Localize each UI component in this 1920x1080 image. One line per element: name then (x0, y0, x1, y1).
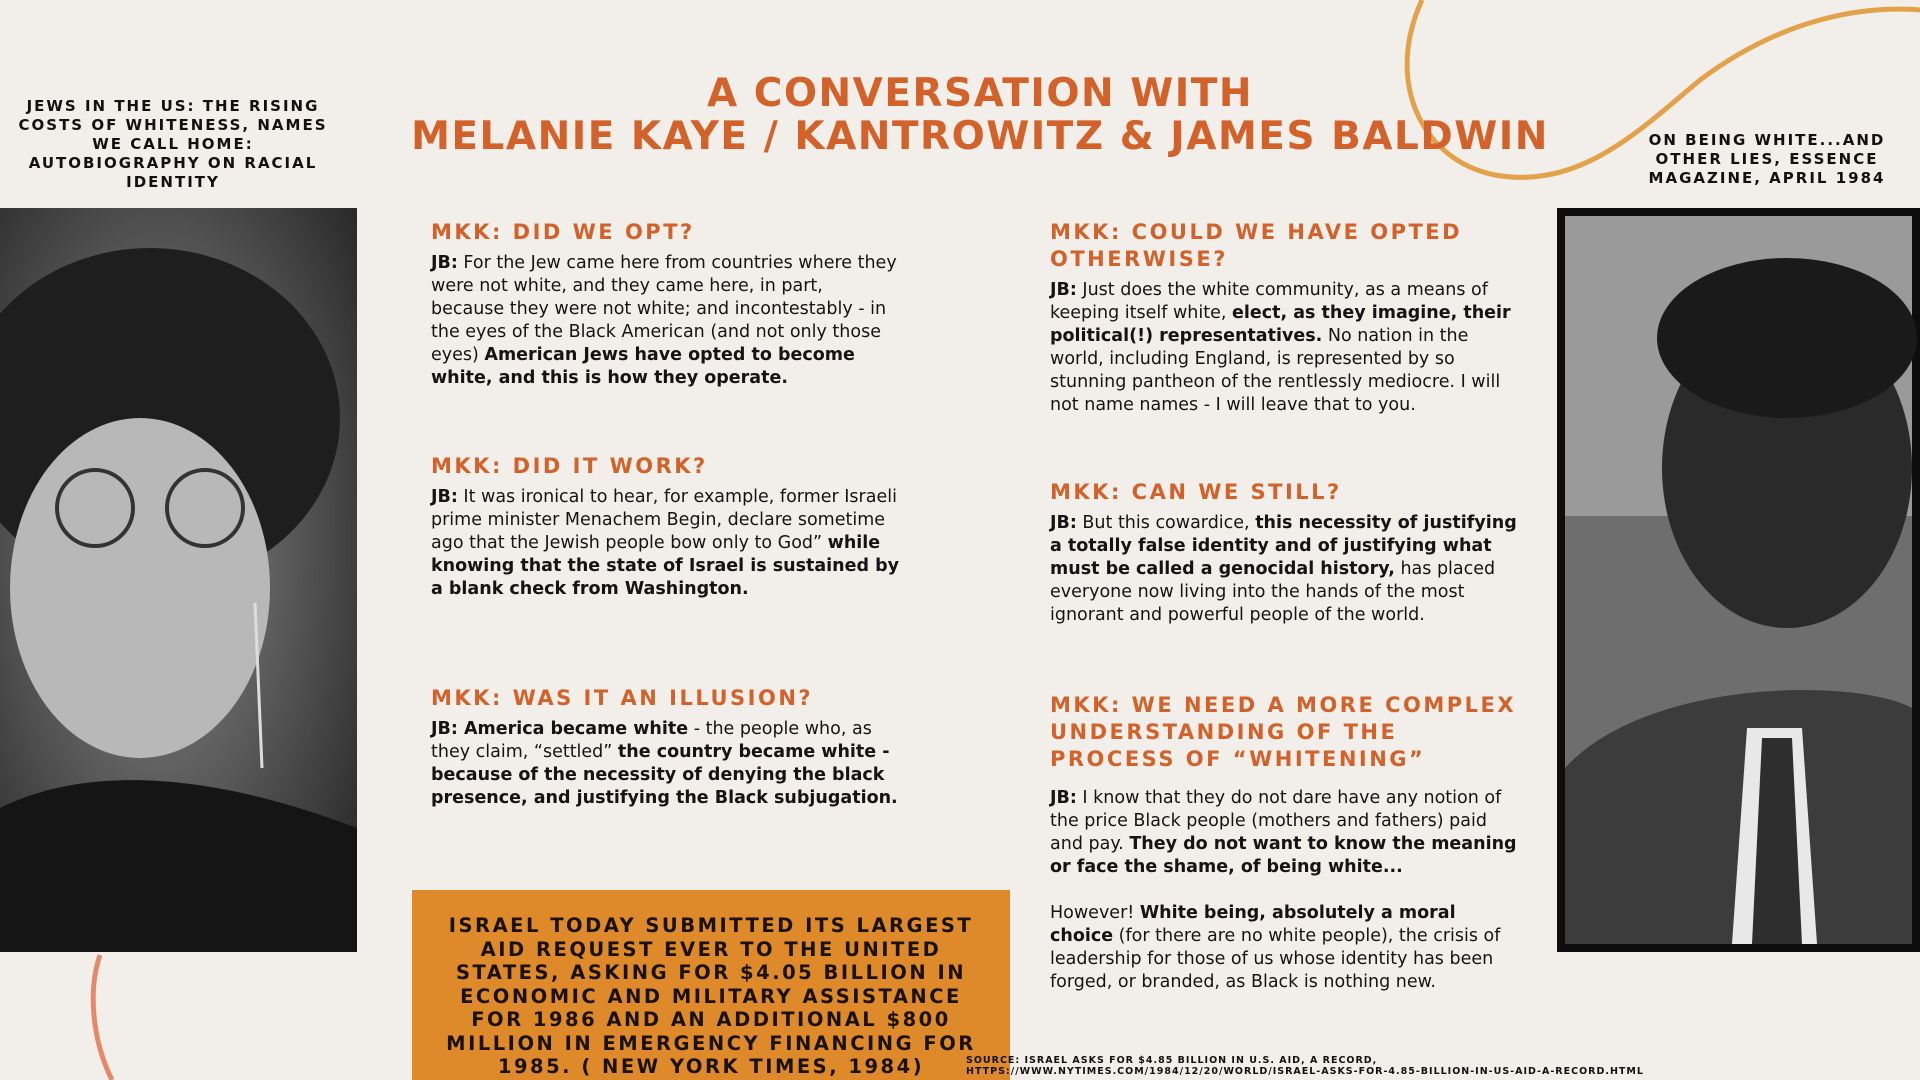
page-title (380, 72, 1580, 158)
qa-can-we-still (1050, 479, 1520, 627)
answer-emphasis: elect, as they imagine, their political(!) representatives. (1050, 303, 1511, 346)
qa-did-we-opt (431, 219, 901, 390)
qa-was-it-an-illusion (431, 685, 901, 810)
answer-segment: It was ironical to hear, for example, former Israeli prime minister Menachem Begin, declare sometime ago that the Jewish people bow only to God” (431, 487, 897, 553)
answer-text (1050, 787, 1520, 879)
answer-emphasis: They do not want to know the meaning or face the shame, of being white... (1050, 834, 1517, 877)
answer-segment: However! (1050, 903, 1140, 923)
question-heading: MKK: COULD WE HAVE OPTED OTHERWISE? (1050, 220, 1463, 271)
answer-text-continued (1050, 902, 1520, 994)
qa-could-we-have-opted-otherwise (1050, 219, 1520, 417)
speaker-label: JB: (1050, 788, 1077, 808)
answer-text (431, 718, 901, 810)
question-heading: MKK: DID IT WORK? (431, 454, 708, 478)
source-line-1: SOURCE: ISRAEL ASKS FOR $4.85 BILLION IN U.S. AID, A RECORD, (966, 1055, 1378, 1066)
question-heading: MKK: WE NEED A MORE COMPLEX UNDERSTANDING OF THE PROCESS OF “WHITENING” (1050, 693, 1517, 771)
answer-emphasis: the country became white - because of the necessity of denying the black presence, and justifying the Black subjugation. (431, 742, 898, 808)
speaker-label: JB: (431, 253, 458, 273)
qa-did-it-work (431, 453, 901, 601)
source-citation (966, 1055, 1920, 1077)
right-caption: ON BEING WHITE...AND OTHER LIES, ESSENCE MAGAZINE, APRIL 1984 (1648, 131, 1886, 187)
question-heading: MKK: WAS IT AN ILLUSION? (431, 686, 814, 710)
answer-emphasis: American Jews have opted to become white, and this is how they operate. (431, 345, 855, 388)
answer-segment: Just does the white community, as a means of keeping itself white, (1050, 280, 1488, 323)
question-heading: MKK: DID WE OPT? (431, 220, 695, 244)
answer-segment: For the Jew came here from countries where they were not white, and they came here, in part, because they were not white; and incontestably - in the eyes of the Black American (and not only those eyes) (431, 253, 897, 365)
answer-text (1050, 512, 1520, 627)
question-heading: MKK: CAN WE STILL? (1050, 480, 1342, 504)
speaker-label: JB: (1050, 280, 1077, 300)
answer-segment: But this cowardice, (1076, 513, 1256, 533)
news-quote-box: ISRAEL TODAY SUBMITTED ITS LARGEST AID REQUEST EVER TO THE UNITED STATES, ASKING FOR $4.05 BILLION IN ECONOMIC AND MILITARY ASSISTANCE FOR 1986 AND AN ADDITIONAL $800 MILLION IN EMERGENCY FINANCING FOR 1985. ( NEW YORK TIMES, 1984) (412, 890, 1010, 1080)
answer-segment: (for there are no white people), the crisis of leadership for those of us whose identity has been forged, or branded, as Black is nothing new. (1050, 926, 1501, 992)
answer-segment: has placed everyone now living into the hands of the most ignorant and powerful people of the world. (1050, 559, 1496, 625)
source-url[interactable]: HTTPS://WWW.NYTIMES.COM/1984/12/20/WORLD/ISRAEL-ASKS-FOR-4.85-BILLION-IN-US-AID-A-RECORD.HTML (966, 1066, 1644, 1077)
answer-segment: I know that they do not dare have any notion of the price Black people (mothers and fathers) paid and pay. (1050, 788, 1502, 854)
title-line-2: MELANIE KAYE / KANTROWITZ & JAMES BALDWIN (411, 114, 1549, 159)
answer-text (431, 486, 901, 601)
answer-segment: No nation in the world, including England, is represented by so stunning pantheon of the rentlessly mediocre. I will not name names - I will leave that to you. (1050, 326, 1501, 415)
title-line-1: A CONVERSATION WITH (706, 71, 1254, 116)
bottom-left-curve (93, 955, 112, 1080)
answer-emphasis: this necessity of justifying a totally false identity and of justifying what must be called a genocidal history, (1050, 513, 1517, 579)
qa-process-of-whitening (1050, 692, 1520, 994)
answer-text (431, 252, 901, 390)
portrait-james-baldwin (1557, 208, 1920, 952)
portrait-melanie-kaye-kantrowitz (0, 208, 357, 952)
answer-text (1050, 279, 1520, 417)
speaker-label: JB: America became white (431, 719, 689, 739)
speaker-label: JB: (431, 487, 458, 507)
speaker-label: JB: (1050, 513, 1077, 533)
answer-emphasis: White being, absolutely a moral choice (1050, 903, 1456, 946)
answer-emphasis: while knowing that the state of Israel is sustained by a blank check from Washington. (431, 533, 900, 599)
answer-segment: - the people who, as they claim, “settled” (431, 719, 872, 762)
left-caption: JEWS IN THE US: THE RISING COSTS OF WHITENESS, NAMES WE CALL HOME: AUTOBIOGRAPHY ON RACIAL IDENTITY (18, 97, 328, 191)
